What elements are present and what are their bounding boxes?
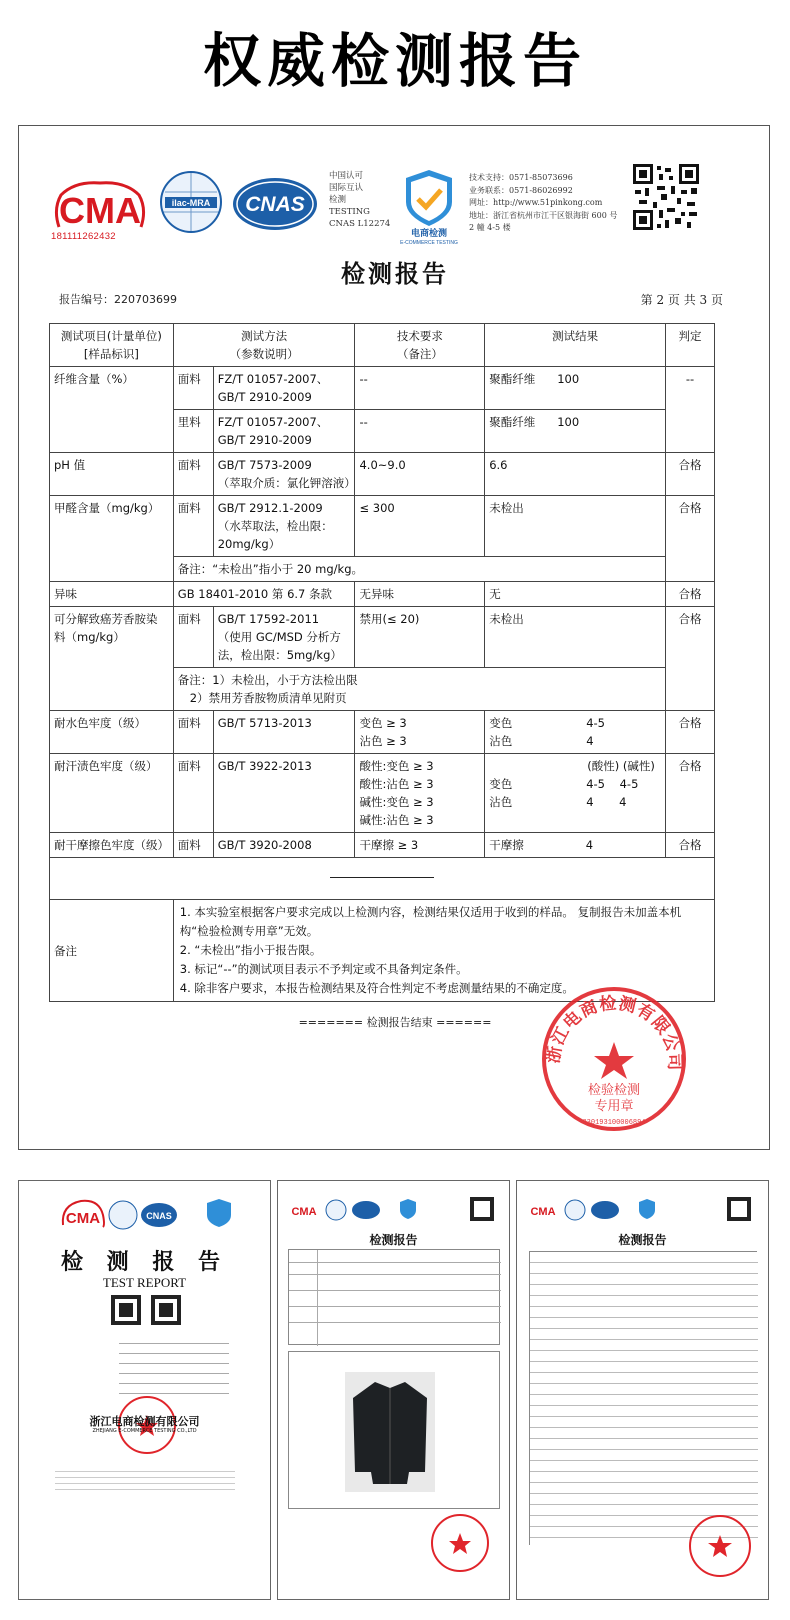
svg-text:CMA: CMA	[530, 1206, 556, 1218]
thumb2-logos	[288, 1195, 498, 1225]
report-title: 检测报告	[341, 260, 449, 288]
table-row-water: 耐水色牢度（级） 面料 GB/T 5713-2013 变色 ≥ 3 沾色 ≥ 3 变色 4-5 沾色 4 合格	[50, 711, 715, 754]
ilac-text: ilac-MRA	[171, 198, 211, 208]
page-indicator: 第 2 页 共 3 页	[640, 293, 723, 307]
table-row-rub: 耐干摩擦色牢度（级） 面料 GB/T 3920-2008 干摩擦 ≥ 3 干摩擦 4 合格	[50, 833, 715, 858]
table-row-blank	[50, 858, 715, 900]
page-title: 权威检测报告	[202, 27, 587, 95]
thumb-company: 浙江电商检测有限公司	[89, 1415, 200, 1428]
badge-subtitle: E-COMMERCE TESTING	[400, 240, 458, 246]
stamp-center-1: 检验检测	[587, 1083, 641, 1098]
table-row-sweat: 耐汗渍色牢度（级） 面料 GB/T 3922-2013 酸性:变色 ≥ 3 酸性:沾色 ≥ 3 碱性:变色 ≥ 3 碱性:沾色 ≥ 3 (酸性) (碱性) 变色 4-5 4-5 沾色 4 4 合格	[50, 754, 715, 833]
cma-number: 181111262432	[51, 231, 116, 242]
badge-title: 电商检测	[410, 229, 448, 239]
thumb3-amine-table	[529, 1251, 757, 1545]
remark-line: 2. “未检出”指小于报告限。	[179, 943, 322, 957]
thumb2-table	[288, 1249, 500, 1345]
results-table	[49, 323, 715, 1002]
thumb3-title: 检测报告	[618, 1233, 667, 1247]
blank-divider	[330, 877, 434, 878]
table-row-fiber-lining: 里料 FZ/T 01057-2007、GB/T 2910-2009 -- 聚酯纤维 100	[50, 410, 715, 453]
table-header: 测试项目(计量单位) [样品标识] 测试方法 （参数说明） 技术要求 （备注） 测试结果 判定	[50, 324, 715, 367]
thumb-qr-codes	[107, 1293, 187, 1329]
contact-info: 技术支持：0571-85073696 业务联系：0571-86026992 网址：http://www.51pinkong.com 地址：浙江省杭州市江干区银海街 600 号 2 幢 4-5 楼	[469, 173, 618, 232]
thumb3-stamp	[685, 1511, 755, 1581]
thumb2-title: 检测报告	[369, 1233, 418, 1247]
svg-text:CNAS: CNAS	[146, 1211, 172, 1221]
table-row-ph: pH 值 面料 GB/T 7573-2009 （萃取介质：氯化钾溶液） 4.0~9.0 6.6 合格	[50, 453, 715, 496]
table-row-fiber: 纤维含量（%） 面料 FZ/T 01057-2007、GB/T 2910-2009 -- 聚酯纤维 100 --	[50, 367, 715, 410]
table-row-amine: 可分解致癌芳香胺染料（mg/kg） 面料 GB/T 17592-2011 （使用 GC/MSD 分析方法，检出限：5mg/kg） 禁用(≤ 20) 未检出 合格	[50, 607, 715, 668]
thumb-logos	[59, 1195, 239, 1239]
thumb2-photo-frame	[288, 1351, 500, 1509]
logo-row	[51, 168, 741, 248]
cert-text: 中国认可 国际互认 检测 TESTING CNAS L12274	[329, 171, 391, 229]
stamp-center-2: 专用章	[594, 1099, 634, 1114]
thumb-cover-subtitle: TEST REPORT	[102, 1275, 187, 1290]
remark-line: 1. 本实验室根据客户要求完成以上检测内容，检测结果仅适用于收到的样品。 复制报告未加盖本机构“检验检测专用章”无效。	[179, 905, 682, 938]
remark-line: 3. 标记“--”的测试项目表示不予判定或不具备判定条件。	[179, 962, 468, 976]
table-row-formaldehyde-note: 备注：“未检出”指小于 20 mg/kg。	[50, 557, 715, 582]
jacket-photo	[345, 1372, 435, 1492]
e-commerce-testing-badge	[394, 168, 464, 246]
thumb-cover-title: 检 测 报 告	[61, 1250, 228, 1275]
table-row-amine-note: 备注：1）未检出，小于方法检出限 2）禁用芳香胺物质清单见附页	[50, 668, 715, 711]
thumb3-logos	[527, 1195, 757, 1225]
report-end-line: ======= 检测报告结束 ======	[298, 1016, 492, 1029]
ilac-logo	[159, 170, 223, 234]
thumbnail-cover	[18, 1180, 271, 1600]
qr-code	[631, 162, 701, 232]
table-row-odor: 异味 GB 18401-2010 第 6.7 条款 无异味 无 合格	[50, 582, 715, 607]
cma-text: CMA	[59, 190, 141, 231]
report-number: 报告编号：220703699	[59, 293, 177, 306]
stamp-number: 330193100006894	[582, 1119, 646, 1127]
official-stamp	[539, 984, 689, 1134]
thumbnail-page-1	[277, 1180, 510, 1600]
thumb2-stamp	[428, 1511, 492, 1575]
table-row-formaldehyde: 甲醛含量（mg/kg） 面料 GB/T 2912.1-2009 （水萃取法，检出限：20mg/kg） ≤ 300 未检出 合格	[50, 496, 715, 557]
cnas-logo	[231, 176, 319, 232]
thumbnail-page-3	[516, 1180, 769, 1600]
svg-text:CMA: CMA	[65, 1210, 101, 1227]
table-row-remarks: 备注 1. 本实验室根据客户要求完成以上检测内容，检测结果仅适用于收到的样品。 复制报告未加盖本机构“检验检测专用章”无效。 2. “未检出”指小于报告限。 3. 标记“--”的测试项目表示不予判定或不具备判定条件。 4. 除非客户要求，本报告检测结果及符合性判定不考虑测量结果的不确定度。	[50, 900, 715, 1002]
svg-text:CMA: CMA	[291, 1206, 317, 1218]
remark-line: 4. 除非客户要求，本报告检测结果及符合性判定不考虑测量结果的不确定度。	[179, 981, 574, 995]
cnas-text: CNAS	[245, 193, 305, 216]
report-document	[18, 125, 770, 1150]
stamp-ring-text: 浙江电商检测有限公司	[543, 993, 685, 1072]
thumb-company-en: ZHEJIANG E-COMMERCE TESTING CO.,LTD	[92, 1428, 197, 1434]
